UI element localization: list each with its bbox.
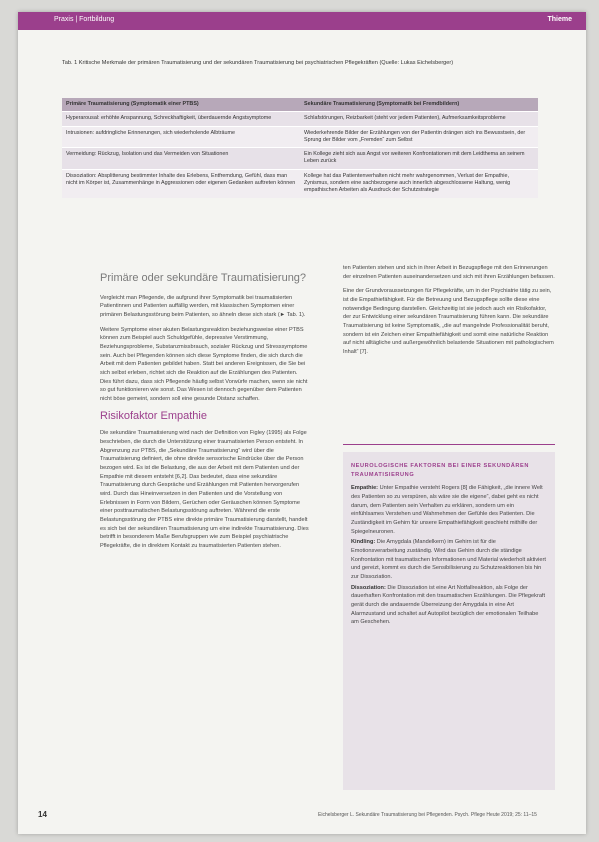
table-row <box>62 169 538 197</box>
info-box-item <box>351 538 547 581</box>
table-caption: Tab. 1 Kritische Merkmale der primären Traumatisierung und der sekundären Traumatisierung bei psychiatrischen Pflegekräften (Quelle: Lukas Eichelsberger) <box>62 60 454 66</box>
table-cell: Schlafstörungen, Reizbarkeit (steht vor jedem Patienten), Aufmerksamkeitsprobleme <box>300 112 538 126</box>
table-header-primary: Primäre Traumatisierung (Symptomatik einer PTBS) <box>62 98 300 112</box>
info-box-title: NEUROLOGISCHE FAKTOREN BEI EINER SEKUNDÄREN TRAUMATISIERUNG <box>351 463 529 478</box>
table-row <box>62 126 538 148</box>
table-header-secondary: Sekundäre Traumatisierung (Symptomatik bei Fremdbildern) <box>300 98 538 112</box>
info-box-term: Dissoziation: <box>351 584 386 591</box>
paragraph: Weitere Symptome einer akuten Belastungsreaktion beziehungsweise einer PTBS können zum Beispiel auch Schuldgefühle, depressive Verstimmung, Beziehungsprobleme, Substanzmissbrauch, sozialer Rückzug und Stresssymptome sein. Auch bei Pflegenden können sich diese Symptome finden, die sich durch die Arbeit mit dem Patienten gebildet haben. Statt bei anderen Ereignissen, die Sie bei sich selbst erleben, richtet sich die Reaktion auf die Erzählungen des Patienten. Dies führt dazu, dass sich Pflegende häufig selbst Vorwürfe machen, wenn sie nicht so gut funktionieren wie sonst. Das Wesen ist dennoch gegenüber dem Patienten nicht böse gemeint, sondern soll eine gesunde Distanz schaffen. <box>100 326 308 402</box>
paragraph: Die sekundäre Traumatisierung wird nach der Definition von Figley (1995) als Folge beschrieben, die durch die Unterstützung einer traumatisierten Person entsteht. In Abgrenzung zur PTBS, die „Sekundäre Traumatisierung“ wird über die Traumatisierung definiert, die ohne direkte sensorische Eindrücke über die Person bezogen wird. Es ist die Belastung, die aus der Arbeit mit dem Patienten und der Empathie mit diesem entsteht [6,2]. Das bedeutet, dass eine sekundäre Traumatisierung durch Gespräche und Erzählungen mit Patienten hervorgerufen wird. Durch das Hineinversetzen in den Patienten und die Vorstellung von Erlebnissen in Form von Bildern, Gerüchen oder Geräuschen können Symptome einer posttraumatischen Belastungsstörung auftreten. Während die erste Belastungsstörung der PTBS eine direkte primäre Traumatisierung darstellt, handelt es sich bei der sekundären Traumatisierung um eine indirekte Traumatisierung. Dies betrifft in besonderem Maße Berufsgruppen wie zum Beispiel psychiatrische Pflegekräfte, die in direktem Kontakt zu traumatisierten Patienten stehen. <box>100 430 309 549</box>
table-cell: Wiederkehrende Bilder der Erzählungen von der Patientin drängen sich ins Bewusstsein, der Sprung der Bilder vom „Fremden“ zum Selbst <box>300 126 538 148</box>
page-number: 14 <box>38 810 47 819</box>
comparison-table <box>62 98 538 198</box>
citation-footer: Eichelsberger L. Sekundäre Traumatisierung bei Pflegenden. Psych. Pflege Heute 2019; 25: 11–15 <box>318 812 537 818</box>
info-box-term: Kindling: <box>351 539 376 546</box>
paragraph: ten Patienten stehen und sich in ihrer Arbeit in Bezugspflege mit den Erinnerungen der einzelnen Patienten auseinandersetzen und sich mit ihren Erzählungen befassen. <box>343 265 555 280</box>
info-box-item <box>351 484 547 536</box>
info-box-text: Die Dissoziation ist eine Art Notfallreaktion, als Folge der dauerhaften Konfrontation mit den traumatischen Erzählungen. Die Pflegekraft gerät durch die andauernde Überreizung der Amygdala in eine Art Alarmzustand und schaltet auf Autopilot bezüglich der emotionalen Teilhabe am Geschehen. <box>351 584 546 626</box>
table-cell: Vermeidung: Rückzug, Isolation und das Vermeiden von Situationen <box>62 148 300 170</box>
table-row <box>62 112 538 126</box>
info-box-item <box>351 584 547 627</box>
section-heading: Risikofaktor Empathie <box>100 409 207 422</box>
table-cell: Kollege hat das Patientenverhalten nicht mehr wahrgenommen, Verlust der Empathie, Zynismus, sondern eine sachbezogene auch innerlich abgeschlossene Haltung, wenig empathischen Arbeiten als Ausdruck der Schutzstrategie <box>300 169 538 197</box>
table-cell: Hyperarousal: erhöhte Anspannung, Schreckhaftigkeit, überdauernde Angstsymptome <box>62 112 300 126</box>
box-divider <box>343 444 555 445</box>
table-row <box>62 148 538 170</box>
section-heading: Primäre oder sekundäre Traumatisierung? <box>100 272 307 284</box>
paragraph: Vergleicht man Pflegende, die aufgrund ihrer Symptomatik bei traumatisierten Patientinnen und Patienten auffällig werden, mit klassischen Symptomen einer primären Belastungsstörung beim Patienten, so ähneln diese sich stark (► Tab. 1). <box>100 294 306 319</box>
section-label: Praxis | Fortbildung <box>54 16 115 23</box>
right-column <box>343 264 555 363</box>
publisher-logo: Thieme <box>547 16 572 23</box>
info-box <box>343 452 555 790</box>
table-cell: Intrusionen: aufdringliche Erinnerungen, sich wiederholende Albträume <box>62 126 300 148</box>
page <box>18 12 586 834</box>
header-band <box>18 12 586 30</box>
info-box-term: Empathie: <box>351 485 379 492</box>
table-cell: Ein Kollege zieht sich aus Angst vor weiteren Konfrontationen mit dem Leidthema an seinem Leben zurück <box>300 148 538 170</box>
info-box-text: Unter Empathie versteht Rogers [8] die Fähigkeit, „die innere Welt des Patienten so zu verspüren, als wäre sie die eigene“, dabei geht es nicht darum, dem Patienten sein Verhalten zu erklären, sondern um ein einfühlsames Verstehen und Wahrnehmen der Gefühle des Patienten. Die Zuständigkeit im Gehirn für unsere Empathiefähigkeit geschieht mithilfe der Spiegelneuronen. <box>351 485 543 535</box>
paragraph: Eine der Grundvoraussetzungen für Pflegekräfte, um in der Psychiatrie tätig zu sein, ist die Empathiefähigkeit. Für die Betreuung und Bezugspflege sollte diese eine notwendige Bedingung darstellen. Gleichzeitig ist sie jedoch auch ein Risikofaktor, der zur Entwicklung einer sekundären Traumatisierung führen kann. Die sekundäre Traumatisierung ist keine Symptomatik, „die auf mangelnde Professionalität beruht, sondern ist ein Zeichen einer Empathiefähigkeit und somit eine natürliche Reaktion auf nicht alltägliche und außergewöhnlich belastende Situationen mit pathologischem Inhalt“ [7]. <box>343 288 554 355</box>
table-cell: Dissoziation: Absplitterung bestimmter Inhalte des Erlebens, Entfremdung, Gefühl, dass man nicht im Körper ist, Zusammenhänge in Aggressionen oder eigenen Gedanken auftreten können <box>62 169 300 197</box>
left-column <box>100 272 310 557</box>
info-box-text: Die Amygdala (Mandelkern) im Gehirn ist für die Emotionsverarbeitung zuständig. Wird das Gehirn durch die ständige Konfrontation mit traumatischen Informationen und Material wiederholt aktiviert und gereizt, kommt es durch die Sensibilisierung zu Schutzreaktionen bis hin zur Dissoziation. <box>351 539 546 580</box>
